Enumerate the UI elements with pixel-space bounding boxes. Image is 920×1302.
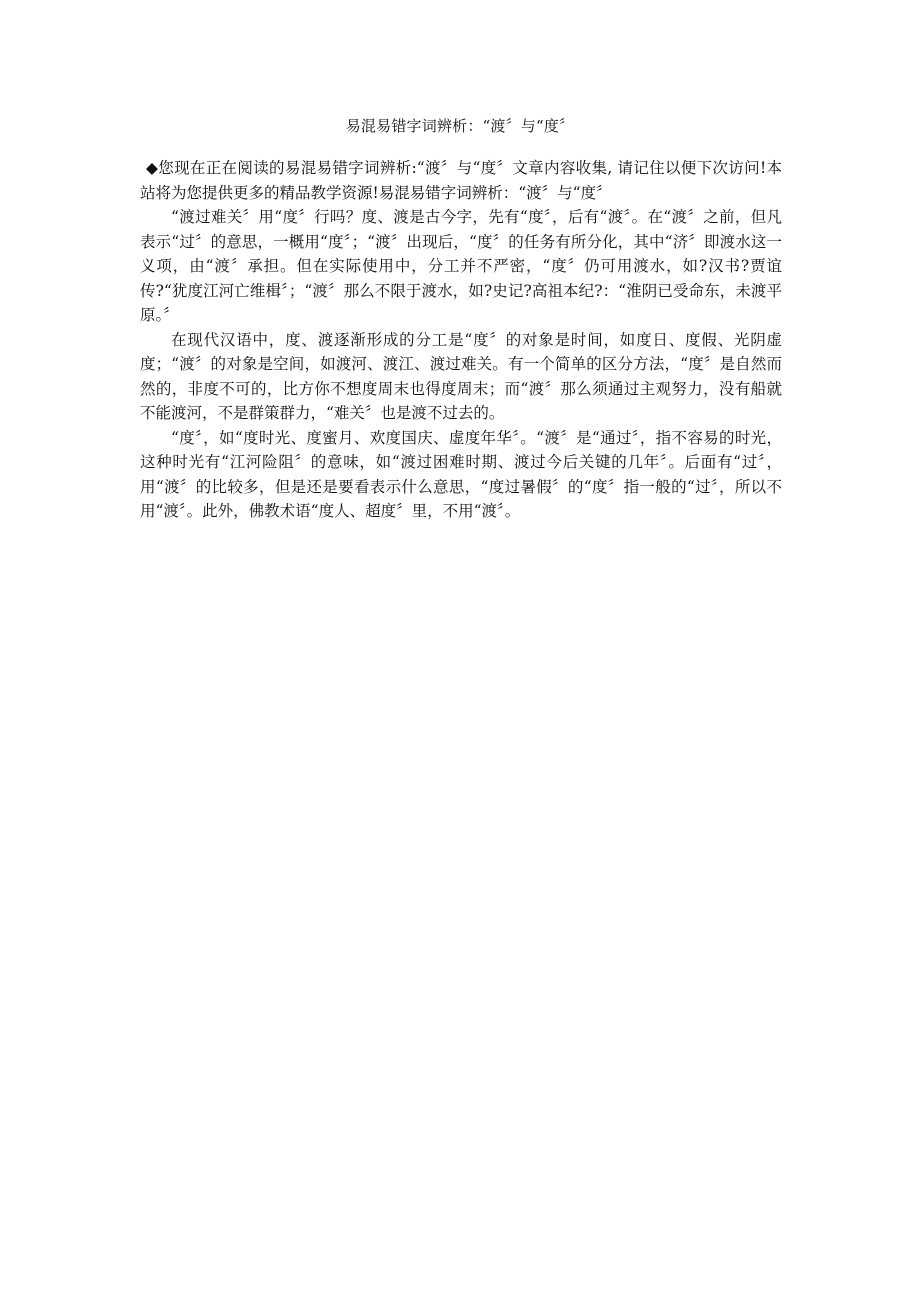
document-body bbox=[140, 156, 782, 524]
body-paragraph-1: “渡过难关〞用“度〞行吗？度、渡是古今字，先有“度〞，后有“渡〞。在“渡〞之前，但凡表示“过〞的意思，一概用“度〞；“渡〞出现后，“度〞的任务有所分化，其中“济〞即渡水这一义项，由“渡〞承担。但在实际使用中，分工并不严密，“度〞仍可用渡水，如?汉书?贾谊传?“犹度江河亡维楫〞；“渡〞那么不限于渡水，如?史记?高祖本纪?：“淮阴已受命东，未渡平原。〞 bbox=[140, 208, 782, 324]
body-paragraph-2: 在现代汉语中，度、渡逐渐形成的分工是“度〞的对象是时间，如度日、度假、光阴虚度；“渡〞的对象是空间，如渡河、渡江、渡过难关。有一个简单的区分方法，“度〞是自然而然的，非度不可的，比方你不想度周末也得度周末；而“渡〞那么须通过主观努力，没有船就不能渡河，不是群策群力，“难关〞也是渡不过去的。 bbox=[140, 330, 782, 422]
intro-paragraph: ◆您现在正在阅读的易混易错字词辨析:“渡〞与“度〞文章内容收集, 请记住以便下次访问!本站将为您提供更多的精品教学资源!易混易错字词辨析：“渡〞与“度〞 bbox=[140, 159, 782, 202]
document-title: 易混易错字词辨析：“渡〞与“度〞 bbox=[345, 117, 575, 135]
body-paragraph-3: “度〞，如“度时光、度蜜月、欢度国庆、虚度年华〞。“渡〞是“通过〞，指不容易的时光，这种时光有“江河险阻〞的意味，如“渡过困难时期、渡过今后关键的几年〞。后面有“过〞，用“渡〞的比较多，但是还是要看表示什么意思，“度过暑假〞的“度〞指一般的“过〞，所以不用“渡〞。此外，佛教术语“度人、超度〞里，不用“渡〞。 bbox=[140, 428, 782, 520]
